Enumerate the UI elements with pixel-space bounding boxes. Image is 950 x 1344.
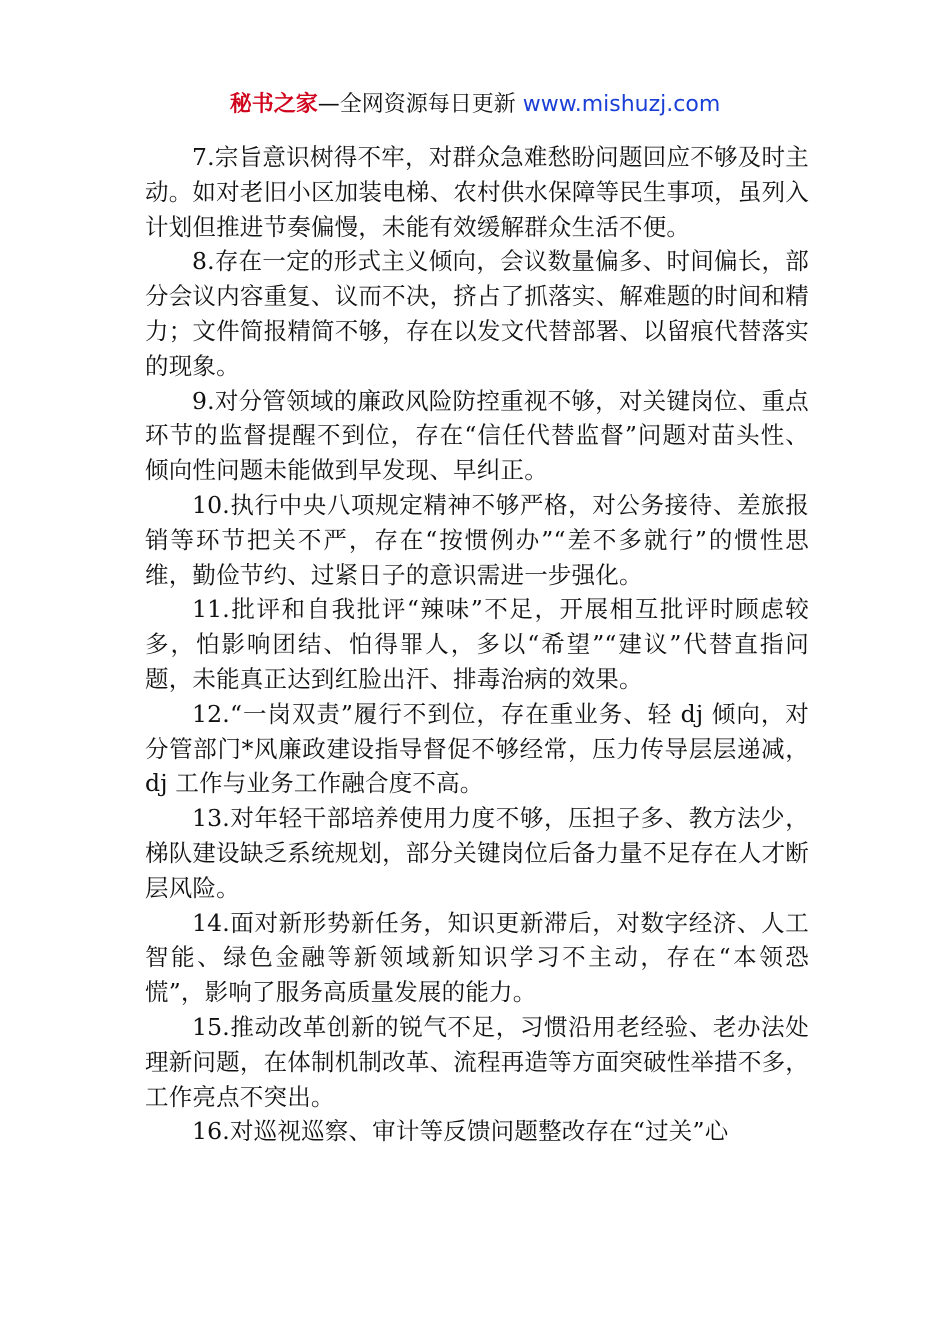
paragraph-16: 16.对巡视巡察、审计等反馈问题整改存在“过关”心	[192, 1117, 729, 1146]
paragraph-14: 14.面对新形势新任务，知识更新滞后，对数字经济、人工智能、绿色金融等新领域新知识学习不主动，存在“本领恐慌”，影响了服务高质量发展的能力。	[145, 908, 809, 1007]
paragraph-8: 8.存在一定的形式主义倾向，会议数量偏多、时间偏长，部分会议内容重复、议而不决，挤占了抓落实、解难题的时间和精力；文件简报精简不够，存在以发文代替部署、以留痕代替落实的现象。	[145, 247, 809, 380]
paragraph-9: 9.对分管领域的廉政风险防控重视不够，对关键岗位、重点环节的监督提醒不到位，存在“信任代替监督”问题对苗头性、倾向性问题未能做到早发现、早纠正。	[145, 386, 809, 485]
site-tagline: —全网资源每日更新	[317, 92, 523, 117]
document-body	[145, 140, 809, 1149]
paragraph-10: 10.执行中央八项规定精神不够严格，对公务接待、差旅报销等环节把关不严，存在“按惯例办”“差不多就行”的惯性思维，勤俭节约、过紧日子的意识需进一步强化。	[145, 490, 809, 589]
paragraph-15: 15.推动改革创新的锐气不足，习惯沿用老经验、老办法处理新问题，在体制机制改革、流程再造等方面突破性举措不多，工作亮点不突出。	[145, 1012, 809, 1111]
paragraph-11: 11.批评和自我批评“辣味”不足，开展相互批评时顾虑较多，怕影响团结、怕得罪人，多以“希望”“建议”代替直指问题，未能真正达到红脸出汗、排毒治病的效果。	[145, 595, 809, 693]
site-header	[0, 88, 950, 122]
paragraph-7: 7.宗旨意识树得不牢，对群众急难愁盼问题回应不够及时主动。如对老旧小区加装电梯、农村供水保障等民生事项，虽列入计划但推进节奏偏慢，未能有效缓解群众生活不便。	[145, 143, 809, 241]
paragraph-12: 12.“一岗双责”履行不到位，存在重业务、轻 dj 倾向，对分管部门*风廉政建设指导督促不够经常，压力传导层层递减，dj 工作与业务工作融合度不高。	[145, 699, 809, 798]
site-url-link[interactable]: www.mishuzj.com	[522, 92, 721, 117]
paragraph-13: 13.对年轻干部培养使用力度不够，压担子多、教方法少，梯队建设缺乏系统规划，部分关键岗位后备力量不足存在人才断层风险。	[145, 804, 809, 902]
site-brand: 秘书之家	[229, 92, 318, 117]
